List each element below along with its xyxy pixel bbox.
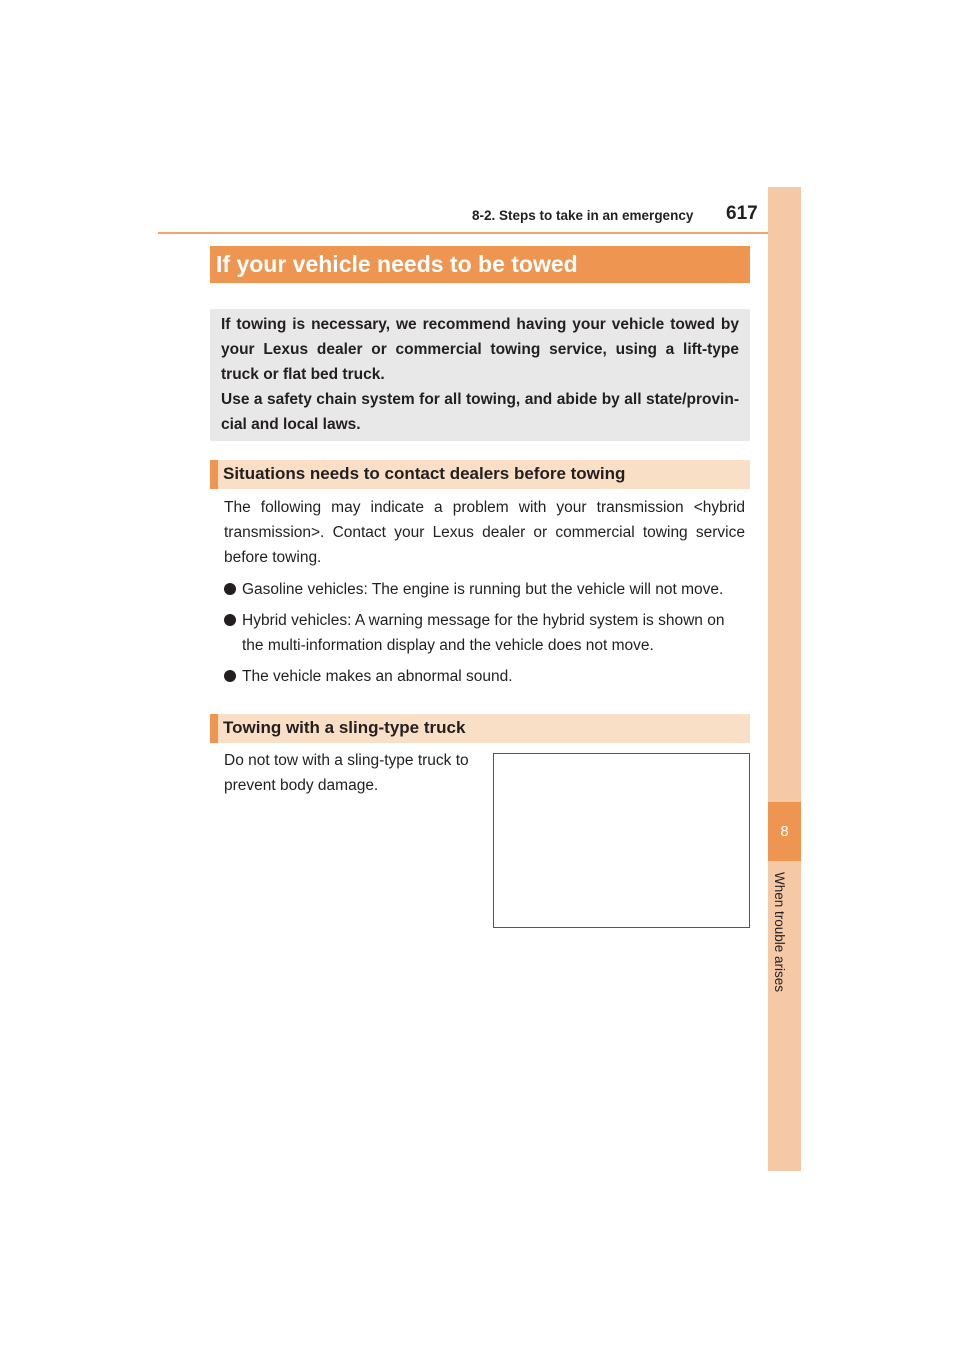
bullet-icon [224,614,236,626]
section-breadcrumb: 8-2. Steps to take in an emergency [472,208,694,223]
page-number: 617 [726,203,758,224]
chapter-number: 8 [780,823,789,840]
section-dealers-text: The following may indicate a problem with your transmission <hybrid transmission>. Contact your Lexus dealer or commercial towing service before towing. [224,499,745,566]
list-item-text: Gasoline vehicles: The engine is running but the vehicle will not move. [242,581,724,598]
list-item-text: Hybrid vehicles: A warning message for the hybrid system is shown on the multi-information display and the vehicle does not move. [242,612,725,654]
illustration-frame [493,753,750,928]
header-divider [158,232,801,234]
intro-box [210,309,750,441]
chapter-number-box [768,802,801,861]
list-item [224,608,748,658]
intro-paragraph-2: Use a safety chain system for all towing, and abide by all state/provin-cial and local laws. [221,391,739,433]
symptom-list [224,577,748,695]
bullet-icon [224,670,236,682]
section-sling-text: Do not tow with a sling-type truck to prevent body damage. [224,752,469,794]
chapter-title: When trouble arises [772,872,787,993]
list-item-text: The vehicle makes an abnormal sound. [242,668,513,685]
chapter-side-tab [768,187,801,1171]
list-item [224,577,748,602]
page-title: If your vehicle needs to be towed [210,246,750,283]
intro-paragraph-1: If towing is necessary, we recommend having your vehicle towed by your Lexus dealer or commercial towing service, using a lift-type truck or flat bed truck. [221,316,739,383]
list-item [224,664,748,689]
section-heading-sling-truck: Towing with a sling-type truck [210,714,750,743]
section-heading-dealers: Situations needs to contact dealers before towing [210,460,750,489]
bullet-icon [224,583,236,595]
